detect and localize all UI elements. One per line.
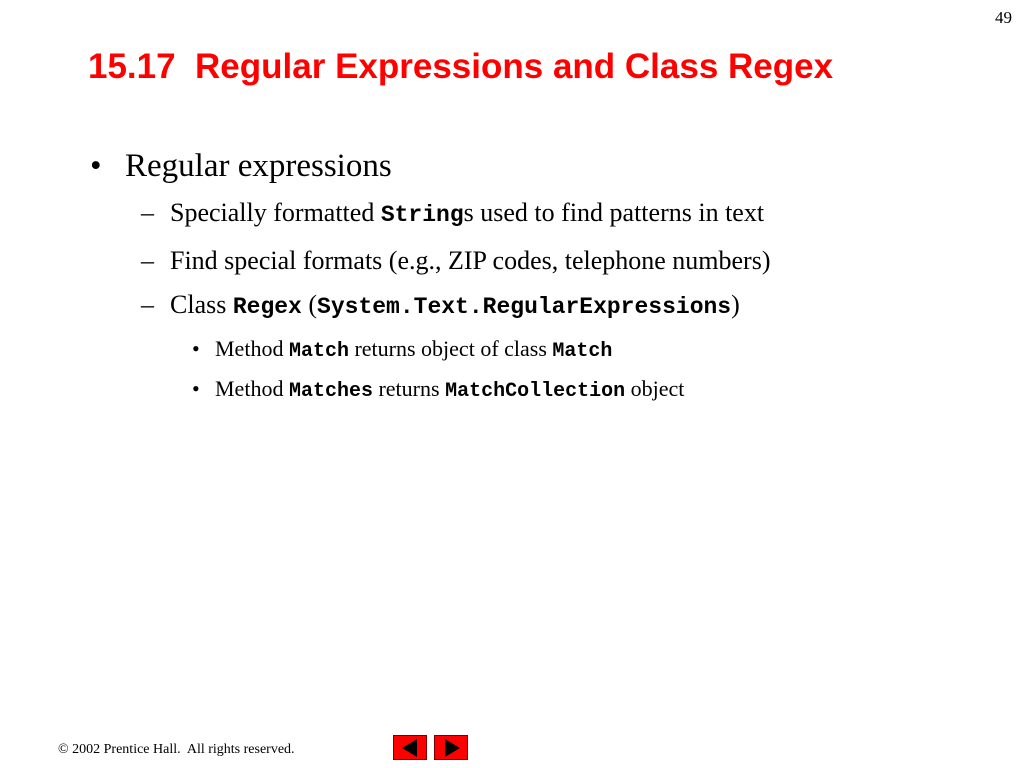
sub-item-text: ( [301,290,318,319]
copyright-footer [58,742,295,758]
previous-slide-button[interactable] [393,735,427,760]
next-slide-button[interactable] [434,735,468,760]
bullet-text: Regular expressions [125,148,392,184]
code-match-class: Match [552,340,613,363]
copyright-text: 2002 Prentice Hall. All rights reserved. [68,742,295,757]
code-match-method: Match [288,340,349,363]
dash-icon: – [141,198,154,227]
sub-item-text: ) [731,290,740,319]
left-triangle-icon [402,739,417,757]
dash-icon: – [141,290,154,319]
sub-sub-item-method-matches [192,376,684,403]
code-regex: Regex [232,294,302,320]
code-matches-method: Matches [288,380,373,403]
sub-item-text: Specially formatted [170,198,381,227]
bullet-icon: • [90,148,102,184]
sub-sub-item-text: Method [215,336,289,361]
sub-sub-item-text: Method [215,376,289,401]
bullet-regular-expressions [90,148,392,185]
code-string: String [380,202,464,228]
sub-item-find-special-formats [141,246,771,276]
sub-sub-item-text: returns object of class [348,336,553,361]
sub-sub-item-method-match [192,336,612,363]
sub-item-text: Class [170,290,233,319]
page-number: 49 [995,8,1012,27]
dash-icon: – [141,246,154,275]
copyright-icon: © [58,742,69,757]
sub-sub-item-text: object [625,376,685,401]
sub-item-class-regex [141,290,740,320]
slide-title: 15.17 Regular Expressions and Class Regex [88,47,834,86]
sub-item-specially-formatted [141,198,764,228]
bullet-icon: • [192,336,200,361]
sub-item-text: s used to find patterns in text [463,198,765,227]
sub-item-text: Find special formats (e.g., ZIP codes, telephone numbers) [170,246,771,275]
bullet-icon: • [192,376,200,401]
code-match-collection: MatchCollection [445,380,626,403]
sub-sub-item-text: returns [372,376,446,401]
right-triangle-icon [445,739,460,757]
code-namespace: System.Text.RegularExpressions [317,294,732,320]
